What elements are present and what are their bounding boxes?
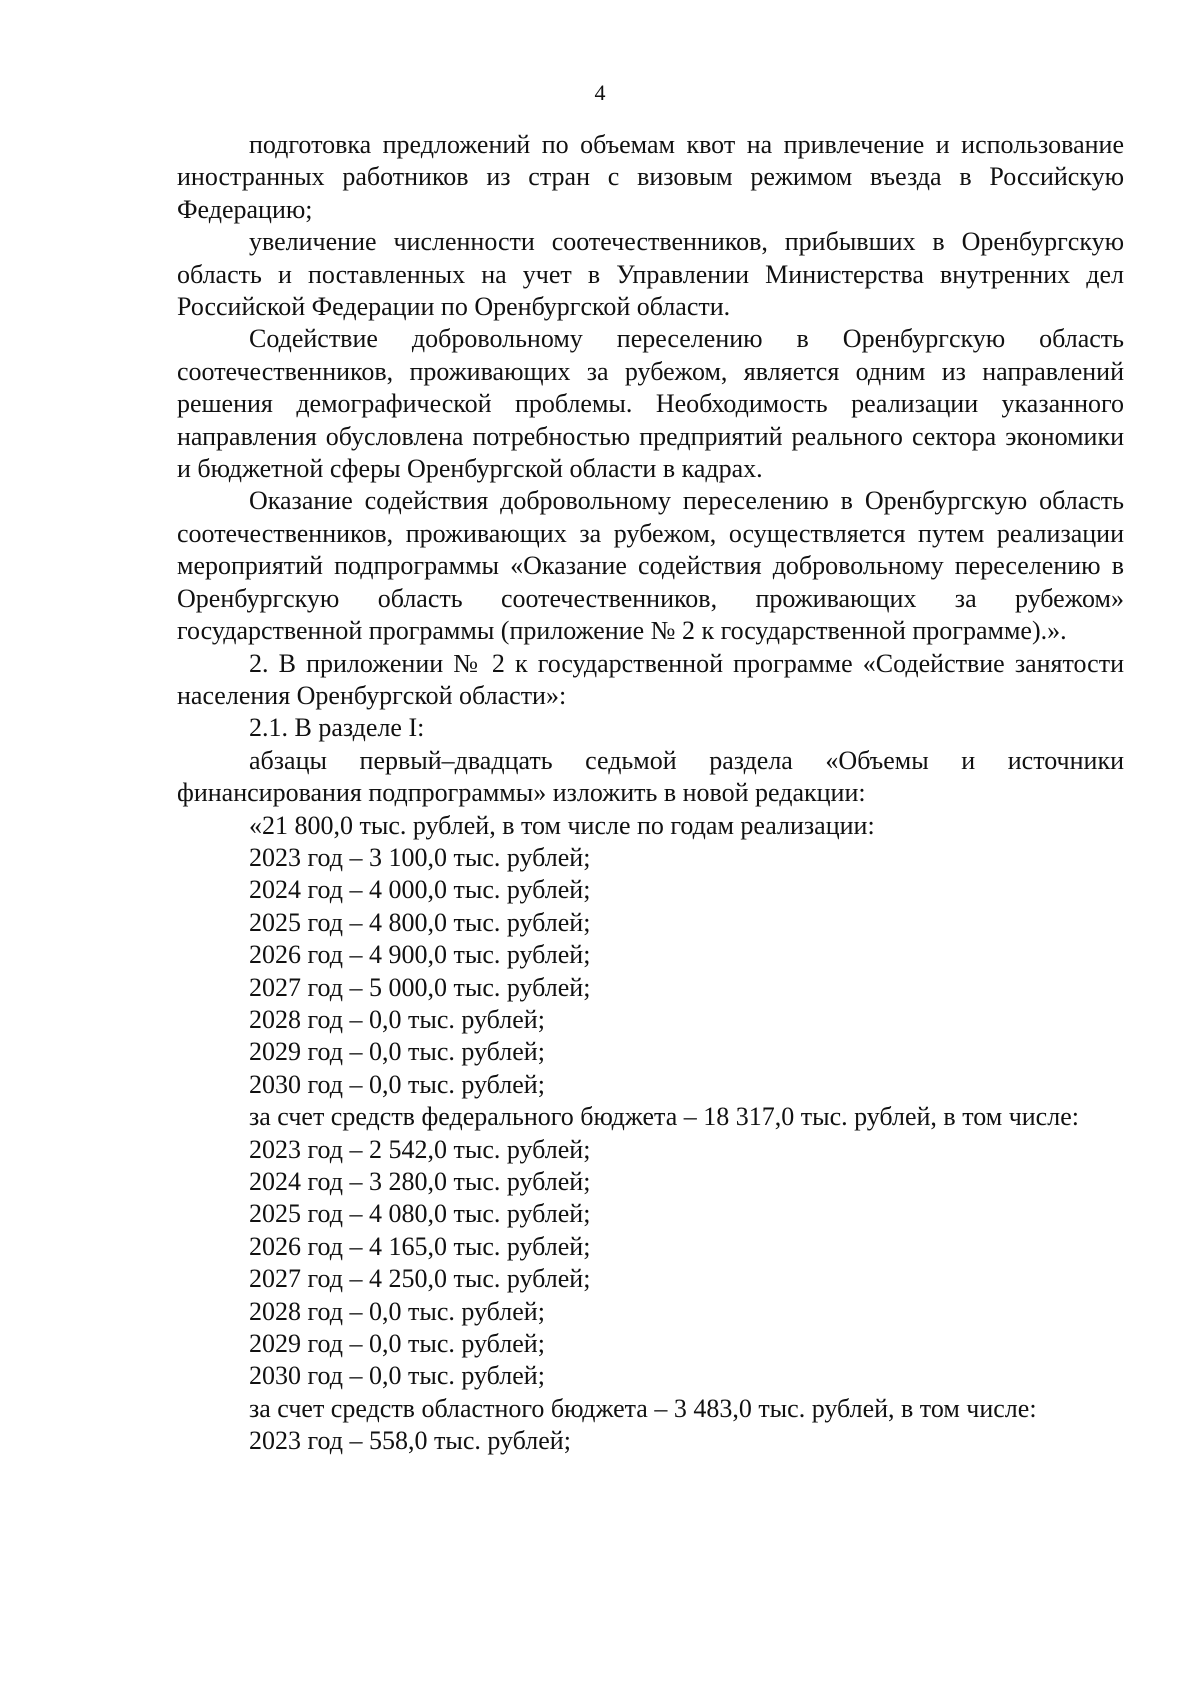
funding-total-year-line: 2028 год – 0,0 тыс. рублей;	[249, 1004, 545, 1034]
funding-total-year-line: 2027 год – 5 000,0 тыс. рублей;	[249, 972, 591, 1002]
funding-total-year-line: 2029 год – 0,0 тыс. рублей;	[249, 1037, 545, 1067]
paragraph-amendment-appendix-2: 2. В приложении № 2 к государственной программе «Содействие занятости населения Оренбургской области»:	[177, 648, 1124, 710]
funding-total-year-line: 2023 год – 3 100,0 тыс. рублей;	[249, 842, 591, 872]
paragraph-funding-paragraphs: абзацы первый–двадцать седьмой раздела «Объемы и источники финансирования подпрограммы» изложить в новой редакции:	[177, 745, 1124, 808]
federal-budget-year-line: 2024 год – 3 280,0 тыс. рублей;	[249, 1167, 591, 1196]
federal-budget-year-line: 2027 год – 4 250,0 тыс. рублей;	[249, 1264, 591, 1294]
paragraph-quota-proposals: подготовка предложений по объемам квот на привлечение и использование иностранных работников из стран с визовым режимом въезда в Российскую Федерацию;	[177, 130, 1124, 224]
federal-budget-line: за счет средств федерального бюджета – 18 317,0 тыс. рублей, в том числе:	[249, 1102, 1079, 1132]
federal-budget-year-line: 2026 год – 4 165,0 тыс. рублей;	[249, 1231, 591, 1261]
federal-budget-year-line: 2025 год – 4 080,0 тыс. рублей;	[249, 1199, 591, 1229]
paragraph-section-i: 2.1. В разделе I:	[249, 713, 425, 743]
document-body	[177, 129, 1124, 1458]
funding-total-year-line: 2025 год – 4 800,0 тыс. рублей;	[249, 907, 591, 937]
funding-total-line: «21 800,0 тыс. рублей, в том числе по годам реализации:	[249, 810, 875, 840]
federal-budget-year-line: 2030 год – 0,0 тыс. рублей;	[249, 1361, 545, 1391]
regional-budget-year-line: 2023 год – 558,0 тыс. рублей;	[249, 1426, 571, 1456]
paragraph-resettlement-measures: Оказание содействия добровольному переселению в Оренбургскую область соотечественников, проживающих за рубежом, осуществляется путем реализации мероприятий подпрограммы «Оказание содействия добровольному переселению в Оренбургскую область соотечественников, проживающих за рубежом» государственной программы (приложение № 2 к государственной программе).».	[177, 486, 1124, 646]
federal-budget-year-line: 2028 год – 0,0 тыс. рублей;	[249, 1296, 545, 1326]
paragraph-resettlement-assistance: Содействие добровольному переселению в Оренбургскую область соотечественников, проживающих за рубежом, является одним из направлений решения демографической проблемы. Необходимость реализации указанного направления обусловлена потребностью предприятий реального сектора экономики и бюджетной сферы Оренбургской области в кадрах.	[177, 324, 1124, 484]
page-number: 4	[594, 80, 606, 105]
paragraph-compatriots-increase: увеличение численности соотечественников, прибывших в Оренбургскую область и поставленных на учет в Управлении Министерства внутренних дел Российской Федерации по Оренбургской области.	[177, 227, 1124, 322]
funding-total-year-line: 2024 год – 4 000,0 тыс. рублей;	[249, 875, 591, 905]
federal-budget-year-line: 2029 год – 0,0 тыс. рублей;	[249, 1329, 545, 1359]
regional-budget-line: за счет средств областного бюджета – 3 483,0 тыс. рублей, в том числе:	[249, 1393, 1037, 1423]
funding-total-year-line: 2026 год – 4 900,0 тыс. рублей;	[249, 940, 591, 970]
federal-budget-year-line: 2023 год – 2 542,0 тыс. рублей;	[249, 1134, 591, 1164]
funding-total-year-line: 2030 год – 0,0 тыс. рублей;	[249, 1069, 545, 1099]
